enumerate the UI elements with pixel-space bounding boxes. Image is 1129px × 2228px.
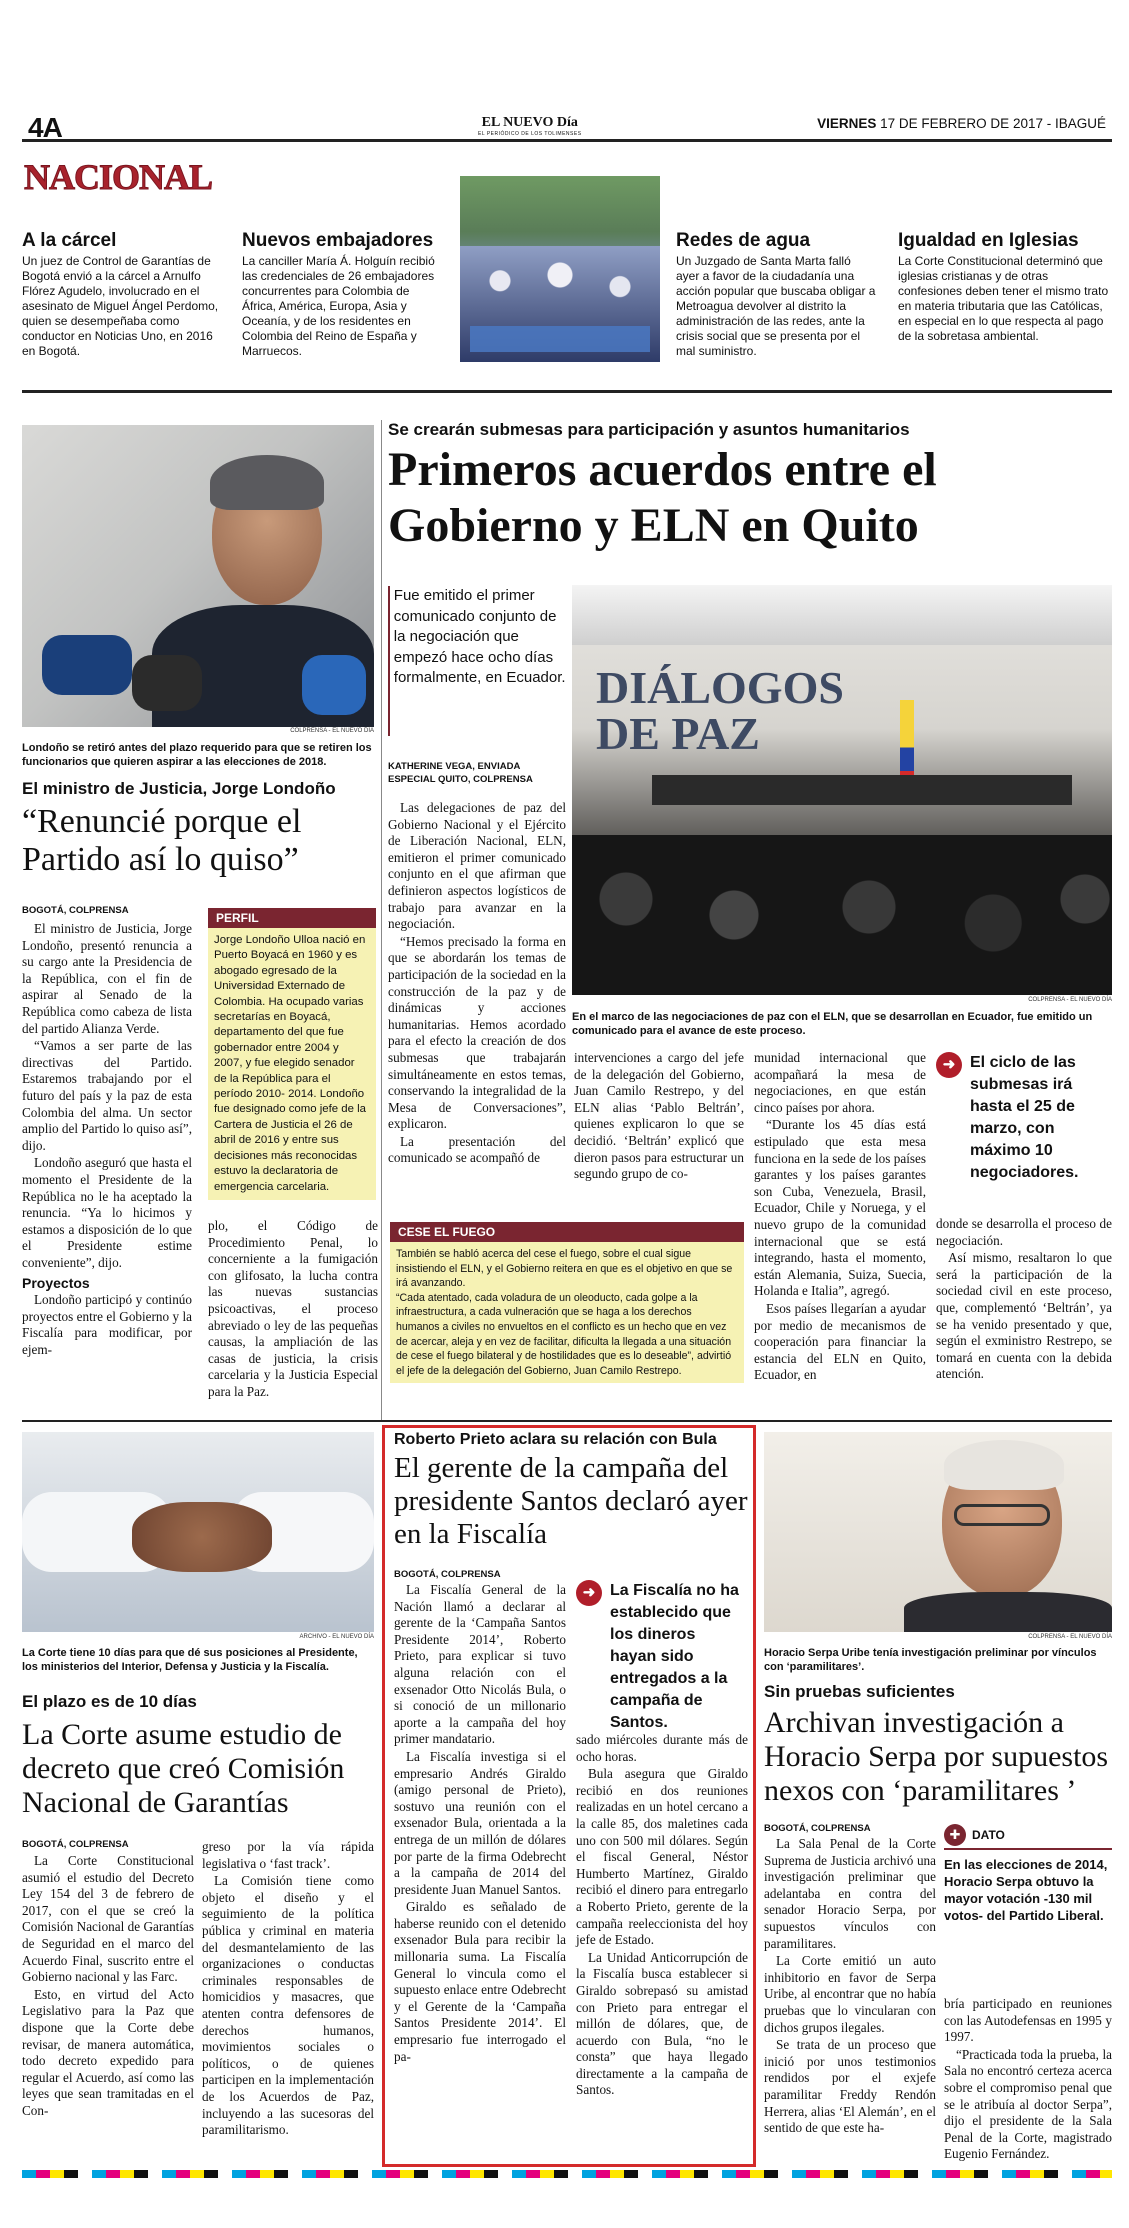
- eln-callout: [936, 1052, 1112, 1184]
- paragraph: La Corte Constitucional asumió el estudio del Decreto Ley 154 del 3 de febrero de 2017, con el que se creó la Comisión Nacional de Garantías de Seguridad en el marco del Acuerdo Final, suscrito entre el Gobierno nacional y las Farc.: [22, 1853, 194, 1985]
- article-byline: BOGOTÁ, COLPRENSA: [764, 1823, 871, 1834]
- brief-title: Nuevos embajadores: [242, 230, 434, 251]
- microphone-shape: [302, 655, 366, 715]
- tent-roof: [572, 585, 1112, 645]
- prieto-col2: [576, 1732, 748, 2100]
- photo-credit: COLPRENSA - EL NUEVO DÍA: [290, 728, 374, 734]
- article-kicker: El plazo es de 10 días: [22, 1692, 197, 1711]
- paragraph: greso por la vía rápida legislativa o ‘fast track’.: [202, 1839, 374, 1871]
- paragraph: bría participado en reuniones con las Autodefensas en 1995 y 1997.: [944, 1996, 1112, 2045]
- dato-heading: DATO: [972, 1828, 1005, 1842]
- paragraph: La Fiscalía General de la Nación llamó a declarar al gerente de la ‘Campaña Santos Presidente 2014’, Roberto Prieto, para explicar si tuvo alguna relación con el exsenador Otto Nicolás Bula, o si conoció de un millonario aporte a la campaña del hoy primer mandatario.: [394, 1582, 566, 1747]
- cese-text: [390, 1242, 744, 1383]
- brief-text: La canciller María Á. Holguín recibió las credenciales de 26 embajadores concurrentes para Colombia de África, América, Europa, Asia y Oceanía, y de los residentes en Colombia del Reino de España y Marruecos.: [242, 254, 435, 358]
- lead-block: [388, 586, 568, 736]
- newspaper-logo: [478, 115, 582, 137]
- perfil-box: [208, 908, 376, 1200]
- paragraph: sado miércoles durante más de ocho horas.: [576, 1732, 748, 1764]
- paragraph: Las delegaciones de paz del Gobierno Nacional y el Ejército de Liberación Nacional, ELN, emitieron el primer comunicado conjunto en el que afirman que definieron aspectos logísticos de trabajo para avanzar en la negociación.: [388, 800, 566, 932]
- paragraph: intervenciones a cargo del jefe de la delegación del Gobierno, Juan Camilo Restrepo, y del ELN alias ‘Pablo Beltrán’, quienes explicaron lo que se decidió. ‘Beltrán’ explicó que dieron pasos para estructurar un segundo grupo de co-: [574, 1050, 744, 1182]
- corte-col2: [202, 1839, 374, 2140]
- dialogos-photo: [572, 585, 1112, 995]
- paragraph: Esto, en virtud del Acto Legislativo para la Paz que dispone que la Corte debe revisar, de manera automática, todo decreto expedido para regular el Acuerdo, así como las leyes que sean tramitadas en el Con-: [22, 1986, 194, 2118]
- protest-photo: [460, 176, 660, 362]
- photo-caption: La Corte tiene 10 días para que dé sus posiciones al Presidente, los ministerios del Interior, Defensa y Justicia y la Fiscalía.: [22, 1647, 358, 1673]
- paragraph: Bula asegura que Giraldo recibió en dos reuniones realizadas en un hotel cercano a la calle 85, dos maletines cada uno con 500 mil dólares. Según el fiscal General, Néstor Humberto Martínez, Giraldo recibió el dinero para entregarlo a Roberto Prieto, gerente de la campaña reeleccionista del hoy jefe de Estado.: [576, 1766, 748, 1948]
- londono-col1: [22, 921, 192, 1359]
- hair-shape: [210, 455, 324, 510]
- paragraph: El ministro de Justicia, Jorge Londoño, presentó renuncia a su cargo ante la Presidencia de la República, con el fin de aspirar al Senado de la República como cabeza de lista del partido Alianza Verde.: [22, 921, 192, 1036]
- paragraph: La Comisión tiene como objeto el diseño y el seguimiento de la política pública y criminal en materia del desmantelamiento de las organizaciones o conductas criminales responsables de homicidios y masacres, que atenten contra defensores de derechos humanos, movimientos sociales o políticos, o de quienes participen en la implementación de los Acuerdos de Paz, incluyendo a las sucesoras del paramilitarismo.: [202, 1873, 374, 2138]
- handshake-photo: [22, 1432, 374, 1632]
- brief-text: Un Juzgado de Santa Marta falló ayer a favor de la ciudadanía una acción popular que buscaba obligar a Metroagua devolver al distrito la administración de las redes, ante la crisis social que se presenta por el mal suministro.: [676, 254, 876, 358]
- brief-iglesias: [898, 230, 1110, 344]
- brief-text: Un juez de Control de Garantías de Bogotá envió a la cárcel a Arnulfo Flórez Agudelo, involucrado en el asesinato de Miguel Ángel Perdomo, quien se desempeñaba como conductor en Noticias Uno, en 2016 en Bogotá.: [22, 254, 219, 358]
- paragraph: Esos países llegarían a ayudar por medio de mecanismos de cooperación para financiar la estancia del ELN en Quito, Ecuador, en: [754, 1300, 926, 1383]
- dato-text: En las elecciones de 2014, Horacio Serpa obtuvo la mayor votación -130 mil votos- del Partido Liberal.: [944, 1857, 1108, 1923]
- divider-top: [22, 390, 1112, 393]
- paragraph: “Practicada toda la prueba, la Sala no encontró certeza acerca sobre el compromiso penal que se le atribuía al doctor Serpa”, dijo el presidente de la Sala Penal de la Corte, magistrado Eugenio Fernández.: [944, 2046, 1112, 2162]
- perfil-heading: PERFIL: [208, 908, 376, 928]
- paragraph: Londoño aseguró que hasta el momento el Presidente de la República no le ha aceptado la renuncia. “Ya lo hicimos y estamos a disposición de lo que el Presidente estime conveniente”, dijo.: [22, 1155, 192, 1270]
- photo-credit: ARCHIVO - EL NUEVO DÍA: [299, 1634, 374, 1640]
- article-kicker: Se crearán submesas para participación y asuntos humanitarios: [388, 420, 910, 439]
- article-headline: “Renuncié porque el Partido así lo quiso”: [22, 803, 302, 878]
- londono-photo: [22, 425, 374, 727]
- londono-col2: [208, 1218, 378, 1402]
- article-byline: BOGOTÁ, COLPRENSA: [22, 905, 129, 916]
- cese-fuego-box: [390, 1222, 744, 1383]
- cese-heading: CESE EL FUEGO: [390, 1222, 744, 1242]
- suit-shape: [904, 1592, 1112, 1632]
- divider-mid: [22, 1420, 1112, 1422]
- photo-caption: Horacio Serpa Uribe tenía investigación preliminar por vínculos con ‘paramilitares’.: [764, 1647, 1097, 1673]
- dialogos-banner: DIÁLOGOS DE PAZ: [596, 662, 844, 759]
- paragraph: La Sala Penal de la Corte Suprema de Justicia archivó una investigación preliminar que adelantaba en contra del senador Horacio Serpa, por supuestos vínculos con paramilitares.: [764, 1836, 936, 1951]
- glasses-shape: [954, 1504, 1050, 1526]
- banner-shape: [470, 326, 650, 352]
- date-day: VIERNES: [817, 116, 877, 131]
- hair-shape: [944, 1440, 1064, 1490]
- vertical-divider: [381, 420, 382, 1420]
- photo-caption: Londoño se retiró antes del plazo requerido para que se retiren los funcionarios que quieren aspirar a las elecciones de 2018.: [22, 742, 372, 768]
- cese-text-1: También se habló acerca del cese el fuego, sobre el cual sigue insistiendo el ELN, y el Gobierno reitera en que es el objetivo en que se irá avanzando.: [396, 1248, 733, 1290]
- dato-header: [944, 1824, 1112, 1850]
- paragraph: “Durante los 45 días está estipulado que esta mesa funciona en la sede de los países garantes y los países garantes son Cuba, Venezuela, Brasil, Ecuador, Chile y Noruega, y el nuevo grupo de la comunidad internacional que se está integrando, hasta el momento, están Alemania, Suiza, Suecia, Holanda e Italia”, agregó.: [754, 1117, 926, 1299]
- stage-table: [652, 775, 1072, 805]
- serpa-col2: [944, 1996, 1112, 2164]
- paragraph: La Corte emitió un auto inhibitorio en favor de Serpa Uribe, al encontrar que no había pruebas que lo vincularan con dichos grupos ilegales.: [764, 1953, 936, 2035]
- eln-col1: [388, 800, 566, 1168]
- article-byline: KATHERINE VEGA, ENVIADA ESPECIAL QUITO, COLPRENSA: [388, 761, 533, 785]
- paragraph: “Hemos precisado la forma en que se abordarán los temas de participación de la sociedad en la construcción de la paz y de dinámicas y acciones humanitarias. Hemos acordado para el efecto la creación de dos submesas que trabajarán simultáneamente en estos temas, conservando la integralidad de la Mesa de Conversaciones”, explicaron.: [388, 933, 566, 1132]
- eln-col3: [754, 1050, 926, 1385]
- article-headline: Archivan investigación a Horacio Serpa por supuestos nexos con ‘paramilitares ’: [764, 1706, 1109, 1807]
- section-title: NACIONAL: [24, 157, 213, 197]
- callout-text: La Fiscalía no ha establecido que los dineros hayan sido entregados a la campaña de Santos.: [610, 1582, 739, 1731]
- hands-shape: [132, 1502, 272, 1572]
- brief-text: La Corte Constitucional determinó que iglesias cristianas y de otras confesiones deben tener el mismo trato en materia tributaria que las Católicas, en especial en lo que respecta al pago de la sobretasa ambiental.: [898, 254, 1109, 343]
- photo-credit: COLPRENSA - EL NUEVO DÍA: [1028, 997, 1112, 1003]
- prieto-callout: [576, 1580, 746, 1734]
- header-bar: [22, 112, 1112, 142]
- date-rest: 17 DE FEBRERO DE 2017 - IBAGUÉ: [880, 116, 1106, 131]
- article-headline: El gerente de la campaña del presidente Santos declaró ayer en la Fiscalía: [394, 1452, 748, 1550]
- photo-credit: COLPRENSA - EL NUEVO DÍA: [1028, 1634, 1112, 1640]
- logo-tagline: EL PERIÓDICO DE LOS TOLIMENSES: [478, 131, 582, 137]
- dato-box: [944, 1824, 1112, 1924]
- corte-col1: [22, 1853, 194, 2121]
- paragraph: munidad internacional que acompañará la mesa de negociaciones, en que están cinco países por ahora.: [754, 1050, 926, 1115]
- photo-caption: En el marco de las negociaciones de paz con el ELN, que se desarrollan en Ecuador, fue emitido un comunicado para el avance de este proceso.: [572, 1011, 1093, 1037]
- paragraph: La Unidad Anticorrupción de la Fiscalía busca establecer si Giraldo sobrepasó su amistad con Prieto para entregar el millón de dólares, que, de acuerdo con Bula, “no le consta” que haya llegado directamente a la campaña de Santos.: [576, 1949, 748, 2098]
- microphone-shape: [42, 635, 132, 695]
- lead-bar: [388, 586, 390, 736]
- article-byline: BOGOTÁ, COLPRENSA: [394, 1569, 501, 1580]
- page-number: 4A: [28, 112, 62, 143]
- brief-title: Igualdad en Iglesias: [898, 230, 1079, 251]
- eln-col4: [936, 1216, 1112, 1384]
- brief-carcel: [22, 230, 222, 359]
- logo-text: EL NUEVO Día: [481, 115, 578, 130]
- audience-shape: [572, 835, 1112, 995]
- paragraph: Giraldo es señalado de haberse reunido con el detenido exsenador Bula para recibir la millonaria suma. La Fiscalía General lo vincula como el supuesto enlace entre Odebrecht y el Gerente de la ‘Campaña Santos Presidente 2014’. El empresario fue interrogado el pa-: [394, 1899, 566, 2064]
- brief-embajadores: [242, 230, 442, 359]
- article-kicker: El ministro de Justicia, Jorge Londoño: [22, 779, 336, 798]
- subhead: Proyectos: [22, 1275, 90, 1292]
- brief-redes: [676, 230, 876, 359]
- date-line: [817, 116, 1106, 131]
- paragraph: donde se desarrolla el proceso de negociación.: [936, 1216, 1112, 1248]
- article-headline: La Corte asume estudio de decreto que creó Comisión Nacional de Garantías: [22, 1718, 345, 1819]
- arrow-right-icon: ➜: [576, 1580, 602, 1606]
- article-headline: Primeros acuerdos entre el Gobierno y ELN en Quito: [388, 443, 937, 552]
- print-color-bar: [22, 2170, 1112, 2178]
- article-byline: BOGOTÁ, COLPRENSA: [22, 1839, 129, 1850]
- serpa-col1: [764, 1836, 936, 2138]
- perfil-text: Jorge Londoño Ulloa nació en Puerto Boyacá en 1960 y es abogado egresado de la Universidad Externado de Colombia. Ha ocupado varias secretarías en Boyacá, departamento del que fue gobernador entre 2004 y 2007, y fue elegido senador de la República para el período 2010- 2014. Londoño fue designado como jefe de la Cartera de Justicia el 26 de abril de 2016 y entre sus decisiones más reconocidas estuvo la declaratoria de emergencia carcelaria.: [208, 928, 376, 1200]
- paragraph: La Fiscalía investiga si el empresario Andrés Giraldo (amigo personal de Prieto), sostuvo una reunión con el exsenador Bula, orientada a la entrega de un millón de dólares por parte de la firma Odebrecht a la campaña de 2014 del presidente Juan Manuel Santos.: [394, 1748, 566, 1897]
- paragraph: plo, el Código de Procedimiento Penal, lo concerniente a la fumigación con glifosato, la lucha contra las nuevas sustancias psicoactivas, el proceso abreviado o ley de las pequeñas causas, la ampliación de las casas de justicia, la crisis carcelaria y la Justicia Especial para la Paz.: [208, 1218, 378, 1399]
- paragraph: “Vamos a ser parte de las directivas del Partido. Estaremos trabajando por el futuro del país y la paz de esta Colombia del alma. Un sector amplio del Partido lo quiso así”, dijo.: [22, 1038, 192, 1153]
- brief-title: A la cárcel: [22, 230, 117, 251]
- cese-text-2: “Cada atentado, cada voladura de un oleoducto, cada golpe a la infraestructura, a cada vulneración que se haga a los derechos humanos a civiles no envueltos en el conflicto es un hecho que en vez de acercar, aleja y en vez de facilitar, dificulta la llegada a una situación de cese el fuego bilateral y de hostilidades que es lo deseable”, advirtió el jefe de la delegación del Gobierno, Juan Camilo Restrepo.: [396, 1291, 732, 1377]
- article-kicker: Sin pruebas suficientes: [764, 1682, 955, 1701]
- paragraph: La presentación del comunicado se acompañó de: [388, 1133, 566, 1166]
- eln-col2: [574, 1050, 744, 1184]
- serpa-photo: [764, 1432, 1112, 1632]
- arrow-right-icon: ➜: [936, 1052, 962, 1078]
- prieto-col1: [394, 1582, 566, 2066]
- puzzle-icon: ✚: [944, 1824, 966, 1846]
- callout-text: El ciclo de las submesas irá hasta el 25 de marzo, con máximo 10 negociadores.: [970, 1054, 1079, 1181]
- microphone-shape: [132, 655, 202, 711]
- paragraph: Londoño participó y continúo proyectos entre el Gobierno y la Fiscalía para modificar, por ejem-: [22, 1292, 192, 1357]
- brief-title: Redes de agua: [676, 230, 811, 251]
- paragraph: Se trata de un proceso que inició por unos testimonios rendidos por el exjefe paramilitar Freddy Rendón Herrera, alias ‘El Alemán’, en el sentido de que este ha-: [764, 2037, 936, 2136]
- paragraph: Así mismo, resaltaron lo que será la participación de la sociedad civil en este proceso, que, complementó ‘Beltrán’, ya se ha venido presentado y que, según el exministro Restrepo, se tomará en cuenta con la debida atención.: [936, 1250, 1112, 1382]
- article-lead: Fue emitido el primer comunicado conjunto de la negociación que empezó hace ocho días formalmente, en Ecuador.: [393, 587, 566, 686]
- article-kicker: Roberto Prieto aclara su relación con Bula: [394, 1431, 717, 1448]
